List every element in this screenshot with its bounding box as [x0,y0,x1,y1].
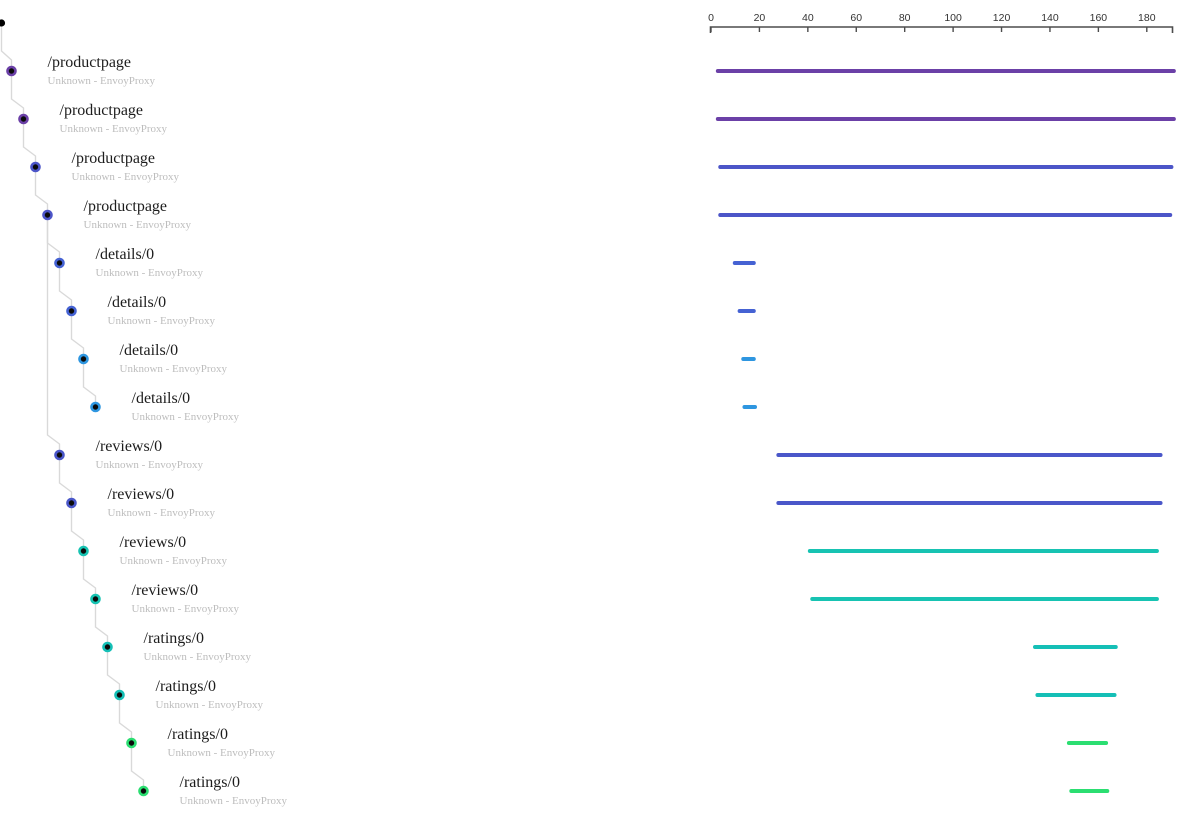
axis-tick-label: 20 [753,12,766,24]
axis-tick-label: 0 [708,12,714,24]
span-duration-bar[interactable] [738,309,756,313]
span-node[interactable] [92,403,100,411]
span-duration-bar[interactable] [808,549,1159,553]
span-row[interactable] [80,534,1159,567]
span-service-label: Unknown - EnvoyProxy [107,315,216,327]
span-node[interactable] [44,211,52,219]
span-service-label: Unknown - EnvoyProxy [47,75,156,87]
axis-domain-line [711,27,1173,33]
span-row[interactable] [68,294,756,327]
span-row[interactable] [44,198,1173,231]
span-duration-bar[interactable] [1035,693,1116,697]
span-row[interactable] [104,630,1118,663]
span-node[interactable] [92,595,100,603]
span-duration-bar[interactable] [810,597,1159,601]
span-duration-bar[interactable] [716,69,1176,73]
span-row[interactable] [116,678,1117,711]
span-duration-bar[interactable] [716,117,1176,121]
span-operation-label: /productpage [83,198,168,215]
span-duration-bar[interactable] [776,501,1162,505]
span-row[interactable] [56,246,756,279]
axis-tick-label: 160 [1089,12,1108,24]
span-service-label: Unknown - EnvoyProxy [95,459,204,471]
span-duration-bar[interactable] [742,405,757,409]
tree-edge [60,268,72,306]
tree-edge [36,172,48,210]
span-operation-label: /productpage [59,102,144,119]
span-row[interactable] [128,726,1109,759]
span-operation-label: /reviews/0 [95,438,163,455]
span-duration-bar[interactable] [733,261,756,265]
span-node[interactable] [56,259,64,267]
span-service-label: Unknown - EnvoyProxy [179,795,288,807]
axis-tick-label: 60 [850,12,863,24]
span-operation-label: /ratings/0 [167,726,228,743]
span-row[interactable] [80,342,756,375]
span-node[interactable] [68,499,76,507]
span-node[interactable] [56,451,64,459]
span-operation-label: /ratings/0 [155,678,216,695]
span-node[interactable] [128,739,136,747]
span-operation-label: /reviews/0 [119,534,187,551]
span-node[interactable] [80,355,88,363]
axis-tick-label: 40 [802,12,814,24]
span-duration-bar[interactable] [718,213,1172,217]
span-node[interactable] [20,115,28,123]
tree-edge [24,124,36,162]
span-operation-label: /ratings/0 [143,630,204,647]
tree-edge [120,700,132,738]
span-row[interactable] [68,486,1163,519]
span-service-label: Unknown - EnvoyProxy [59,123,168,135]
tree-edge [84,556,96,594]
span-node[interactable] [8,67,16,75]
span-service-label: Unknown - EnvoyProxy [143,651,252,663]
span-service-label: Unknown - EnvoyProxy [155,699,264,711]
span-service-label: Unknown - EnvoyProxy [119,555,228,567]
span-duration-bar[interactable] [741,357,756,361]
axis-tick-label: 180 [1138,12,1156,24]
tree-edge [132,748,144,786]
time-axis [708,12,1172,33]
axis-tick-label: 140 [1041,12,1059,24]
span-node[interactable] [104,643,112,651]
span-operation-label: /reviews/0 [107,486,175,503]
span-operation-label: /productpage [71,150,156,167]
axis-tick-label: 100 [944,12,962,24]
tree-edges [2,28,144,786]
span-duration-bar[interactable] [1067,741,1108,745]
span-row[interactable] [92,390,758,423]
tree-edge [12,76,24,114]
span-row[interactable] [140,774,1110,807]
tree-edge [108,652,120,690]
span-operation-label: /details/0 [107,294,167,311]
span-operation-label: /details/0 [95,246,155,263]
tree-edge [84,364,96,402]
span-operation-label: /details/0 [131,390,191,407]
span-service-label: Unknown - EnvoyProxy [167,747,276,759]
span-service-label: Unknown - EnvoyProxy [107,507,216,519]
tree-edge [48,220,60,258]
span-duration-bar[interactable] [1033,645,1118,649]
span-service-label: Unknown - EnvoyProxy [71,171,180,183]
tree-edge [48,220,60,450]
span-node[interactable] [68,307,76,315]
span-node[interactable] [32,163,40,171]
span-duration-bar[interactable] [776,453,1162,457]
span-operation-label: /productpage [47,54,132,71]
span-service-label: Unknown - EnvoyProxy [131,603,240,615]
axis-tick-label: 120 [992,12,1011,24]
span-service-label: Unknown - EnvoyProxy [131,411,240,423]
tree-edge [72,316,84,354]
tree-edge [2,28,12,66]
span-node[interactable] [116,691,124,699]
span-service-label: Unknown - EnvoyProxy [119,363,228,375]
tree-edge [60,460,72,498]
span-row[interactable] [20,102,1176,135]
span-service-label: Unknown - EnvoyProxy [95,267,204,279]
trace-root-node[interactable] [0,19,5,26]
span-operation-label: /details/0 [119,342,179,359]
span-service-label: Unknown - EnvoyProxy [83,219,192,231]
axis-tick-label: 80 [898,12,911,24]
span-row[interactable] [56,438,1163,471]
span-row[interactable] [32,150,1174,183]
tree-edge [72,508,84,546]
span-node[interactable] [140,787,148,795]
span-operation-label: /reviews/0 [131,582,199,599]
span-operation-label: /ratings/0 [179,774,240,791]
span-row[interactable] [8,54,1176,87]
span-node[interactable] [80,547,88,555]
span-row[interactable] [92,582,1159,615]
span-duration-bar[interactable] [718,165,1173,169]
tree-edge [96,604,108,642]
span-duration-bar[interactable] [1069,789,1109,793]
